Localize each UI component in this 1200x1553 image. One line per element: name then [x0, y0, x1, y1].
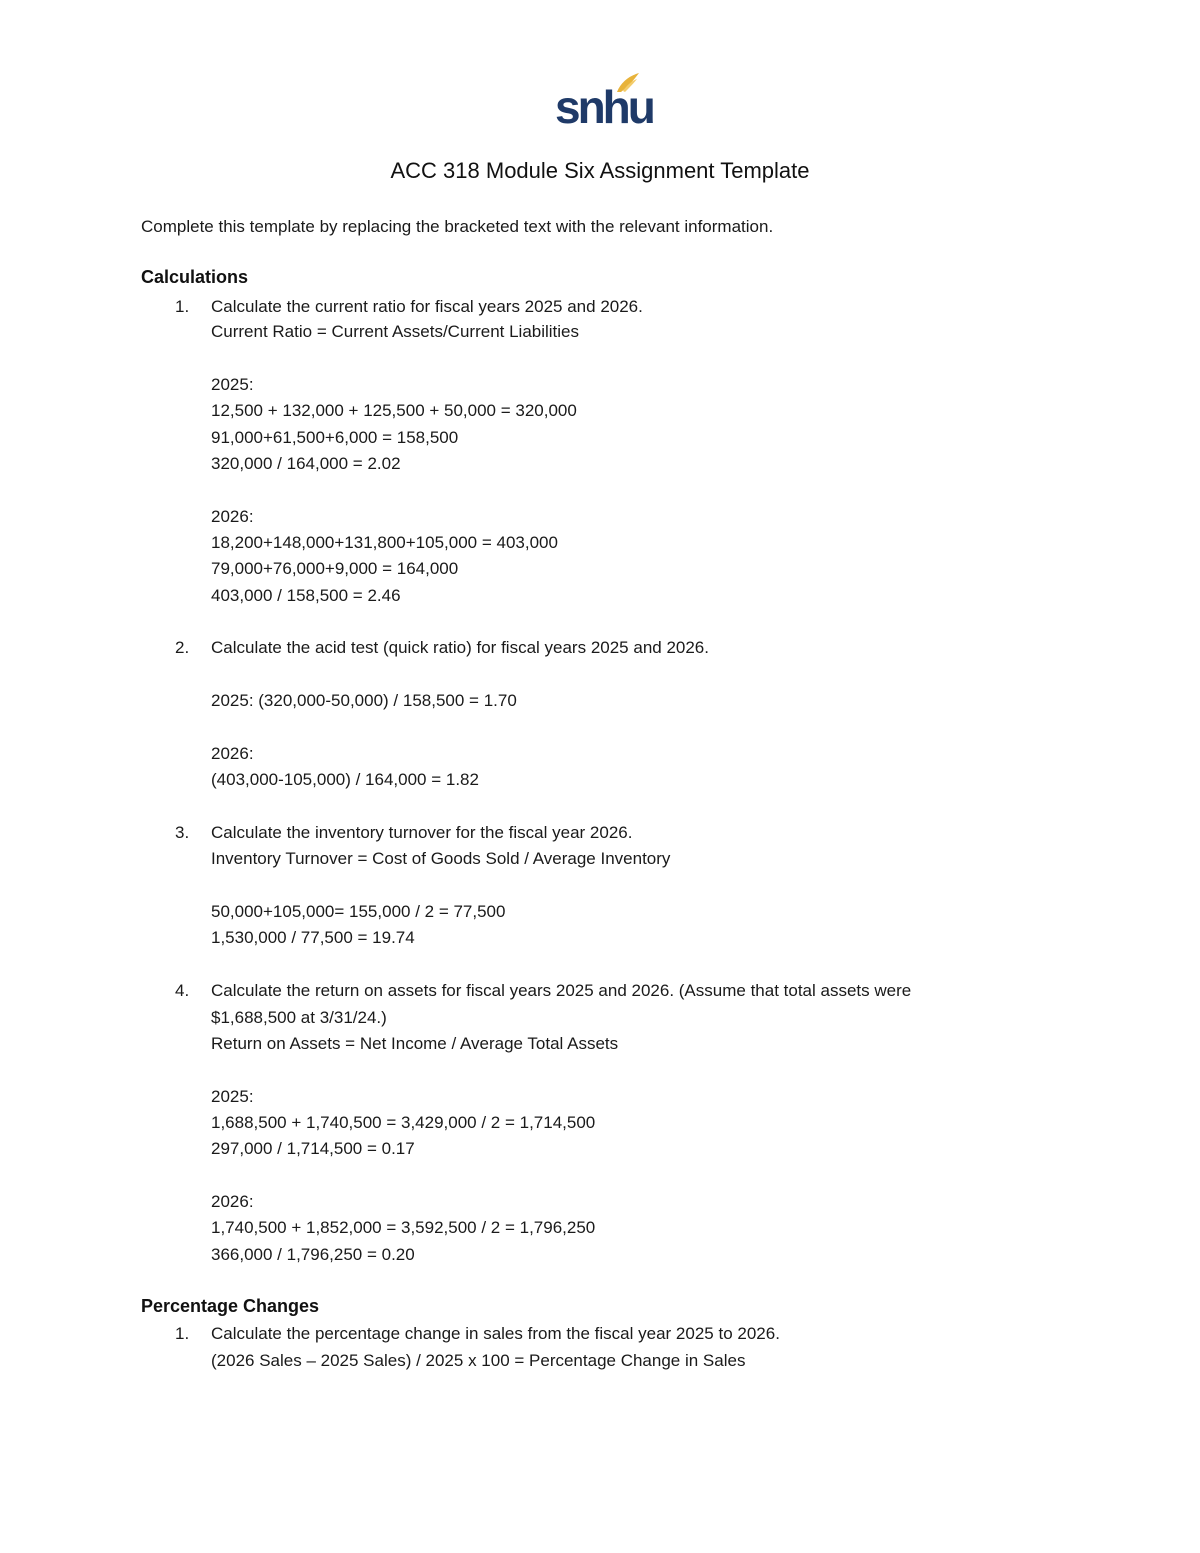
formula-text: Current Ratio = Current Assets/Current Liabilities: [211, 322, 580, 341]
year-label: 2026:: [211, 507, 254, 526]
calc-line: 1,740,500 + 1,852,000 = 3,592,500 / 2 = 1,796,250: [211, 1218, 596, 1237]
item-number: 1.: [175, 1324, 190, 1343]
snhu-logo: [553, 72, 653, 134]
formula-text: (2026 Sales – 2025 Sales) / 2025 x 100 = Percentage Change in Sales: [211, 1351, 746, 1370]
calc-line: 91,000+61,500+6,000 = 158,500: [211, 428, 459, 447]
year-label: 2025:: [211, 1087, 254, 1106]
calc-line: 18,200+148,000+131,800+105,000 = 403,000: [211, 533, 558, 552]
calc-line: 79,000+76,000+9,000 = 164,000: [211, 559, 459, 578]
calc-line: 297,000 / 1,714,500 = 0.17: [211, 1139, 415, 1158]
logo-wordmark: snhu: [555, 81, 653, 133]
calc-line: 320,000 / 164,000 = 2.02: [211, 454, 401, 473]
question-text: Calculate the percentage change in sales from the fiscal year 2025 to 2026.: [211, 1324, 780, 1343]
item-number: 4.: [175, 981, 190, 1000]
calc-line: 12,500 + 132,000 + 125,500 + 50,000 = 320,000: [211, 401, 577, 420]
item-number: 2.: [175, 638, 190, 657]
question-text: Calculate the inventory turnover for the fiscal year 2026.: [211, 823, 633, 842]
question-text: $1,688,500 at 3/31/24.): [211, 1008, 387, 1027]
calc-line: 1,530,000 / 77,500 = 19.74: [211, 928, 415, 947]
year-label: 2026:: [211, 744, 254, 763]
question-text: Calculate the current ratio for fiscal years 2025 and 2026.: [211, 297, 643, 316]
year-label: 2026:: [211, 1192, 254, 1211]
item-number: 1.: [175, 297, 190, 316]
calc-line: 2025: (320,000-50,000) / 158,500 = 1.70: [211, 691, 517, 710]
item-number: 3.: [175, 823, 190, 842]
calc-line: 1,688,500 + 1,740,500 = 3,429,000 / 2 = 1,714,500: [211, 1113, 596, 1132]
document-title: ACC 318 Module Six Assignment Template: [390, 158, 810, 183]
question-text: Calculate the acid test (quick ratio) for fiscal years 2025 and 2026.: [211, 638, 709, 657]
question-text: Calculate the return on assets for fiscal years 2025 and 2026. (Assume that total assets were: [211, 981, 912, 1000]
calc-line: 50,000+105,000= 155,000 / 2 = 77,500: [211, 902, 506, 921]
section-heading-percentage-changes: Percentage Changes: [141, 1296, 320, 1316]
intro-text: Complete this template by replacing the bracketed text with the relevant information.: [141, 217, 774, 236]
formula-text: Return on Assets = Net Income / Average Total Assets: [211, 1034, 619, 1053]
formula-text: Inventory Turnover = Cost of Goods Sold / Average Inventory: [211, 849, 671, 868]
calc-line: (403,000-105,000) / 164,000 = 1.82: [211, 770, 479, 789]
year-label: 2025:: [211, 375, 254, 394]
calc-line: 403,000 / 158,500 = 2.46: [211, 586, 401, 605]
section-heading-calculations: Calculations: [141, 267, 249, 287]
calc-line: 366,000 / 1,796,250 = 0.20: [211, 1245, 415, 1264]
